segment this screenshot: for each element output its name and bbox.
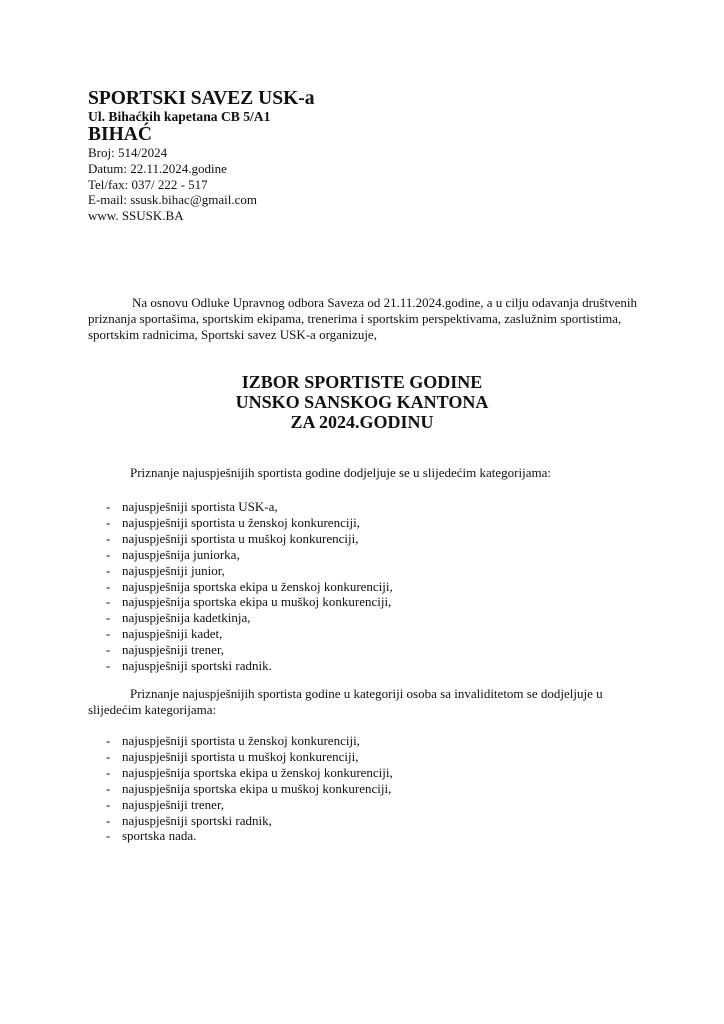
letterhead: [88, 89, 315, 224]
dash-bullet: -: [106, 658, 111, 674]
intro-paragraph: Na osnovu Odluke Upravnog odbora Saveza od 21.11.2024.godine, a u cilju odavanja društvenih priznanja sportašima, sportskim ekipama, trenerima i sportskim perspektivama, zaslužnim sportistima, sportskim radnicima, Sportski savez USK-a organizuje,: [88, 295, 637, 342]
list-item-text: najuspješniji sportista USK-a,: [122, 499, 278, 514]
organization-name: SPORTSKI SAVEZ USK-a: [88, 88, 315, 109]
list-item: [106, 781, 393, 797]
list-item: [106, 563, 393, 579]
title-line-3: ZA 2024.GODINU: [290, 412, 434, 432]
list-item: [106, 515, 393, 531]
dash-bullet: -: [106, 764, 111, 780]
dash-bullet: -: [106, 546, 111, 562]
categories-list: [106, 499, 393, 674]
title-line-2: UNSKO SANSKOG KANTONA: [235, 392, 489, 412]
dash-bullet: -: [106, 812, 111, 828]
disability-categories-intro: Priznanje najuspješnijih sportista godine u kategoriji osoba sa invaliditetom se dodjeljuje u slijedećim kategorijama:: [88, 686, 603, 717]
list-item: [106, 610, 393, 626]
list-item-text: najuspješniji kadet,: [122, 626, 223, 642]
disability-categories-list: [106, 733, 393, 844]
dash-bullet: -: [106, 562, 111, 578]
dash-bullet: -: [106, 626, 111, 642]
document-title: [0, 372, 724, 432]
dash-bullet: -: [106, 733, 111, 748]
website: www. SSUSK.BA: [88, 208, 184, 224]
list-item-text: najuspješnija sportska ekipa u muškoj konkurenciji,: [122, 780, 392, 796]
list-item: [106, 658, 393, 674]
organization-city: BIHAĆ: [88, 124, 152, 145]
list-item-text: najuspješniji trener,: [122, 796, 225, 812]
list-item-text: najuspješniji sportista u ženskoj konkurenciji,: [122, 733, 360, 748]
dash-bullet: -: [106, 828, 111, 844]
title-line-1: IZBOR SPORTISTE GODINE: [241, 372, 483, 392]
list-item-text: najuspješnija sportska ekipa u muškoj konkurenciji,: [122, 594, 392, 610]
dash-bullet: -: [106, 499, 111, 514]
list-item-text: najuspješniji sportista u muškoj konkurenciji,: [122, 748, 359, 764]
list-item-text: najuspješniji sportski radnik,: [122, 812, 272, 828]
list-item: [106, 749, 393, 765]
list-item: [106, 531, 393, 547]
list-item-text: najuspješnija kadetkinja,: [122, 610, 251, 626]
document-date: Datum: 22.11.2024.godine: [88, 160, 227, 176]
list-item-text: najuspješniji sportista u muškoj konkurenciji,: [122, 530, 359, 546]
list-item: [106, 547, 393, 563]
categories-intro: Priznanje najuspješnijih sportista godine dodjeljuje se u slijedećim kategorijama:: [130, 465, 551, 480]
list-item-text: najuspješnija sportska ekipa u ženskoj konkurenciji,: [122, 578, 393, 594]
list-item-text: najuspješniji trener,: [122, 642, 225, 658]
list-item: [106, 642, 393, 658]
list-item: [106, 499, 393, 515]
phone-fax: Tel/fax: 037/ 222 - 517: [88, 176, 208, 192]
organization-address: Ul. Bihaćkih kapetana CB 5/A1: [88, 109, 271, 124]
dash-bullet: -: [106, 514, 111, 530]
dash-bullet: -: [106, 578, 111, 594]
dash-bullet: -: [106, 530, 111, 546]
list-item-text: najuspješnija sportska ekipa u ženskoj konkurenciji,: [122, 764, 393, 780]
dash-bullet: -: [106, 610, 111, 626]
list-item: [106, 765, 393, 781]
list-item-text: najuspješniji junior,: [122, 562, 225, 578]
document-number: Broj: 514/2024: [88, 145, 168, 160]
list-item: [106, 797, 393, 813]
list-item-text: najuspješnija juniorka,: [122, 546, 240, 562]
dash-bullet: -: [106, 748, 111, 764]
list-item-text: najuspješniji sportista u ženskoj konkurenciji,: [122, 514, 360, 530]
email: E-mail: ssusk.bihac@gmail.com: [88, 192, 258, 208]
list-item-text: najuspješniji sportski radnik.: [122, 658, 272, 674]
dash-bullet: -: [106, 642, 111, 658]
list-item: [106, 594, 393, 610]
list-item: [106, 813, 393, 829]
dash-bullet: -: [106, 594, 111, 610]
list-item: [106, 733, 393, 749]
dash-bullet: -: [106, 796, 111, 812]
list-item-text: sportska nada.: [122, 828, 197, 844]
list-item: [106, 579, 393, 595]
list-item: [106, 626, 393, 642]
dash-bullet: -: [106, 780, 111, 796]
list-item: [106, 828, 393, 844]
